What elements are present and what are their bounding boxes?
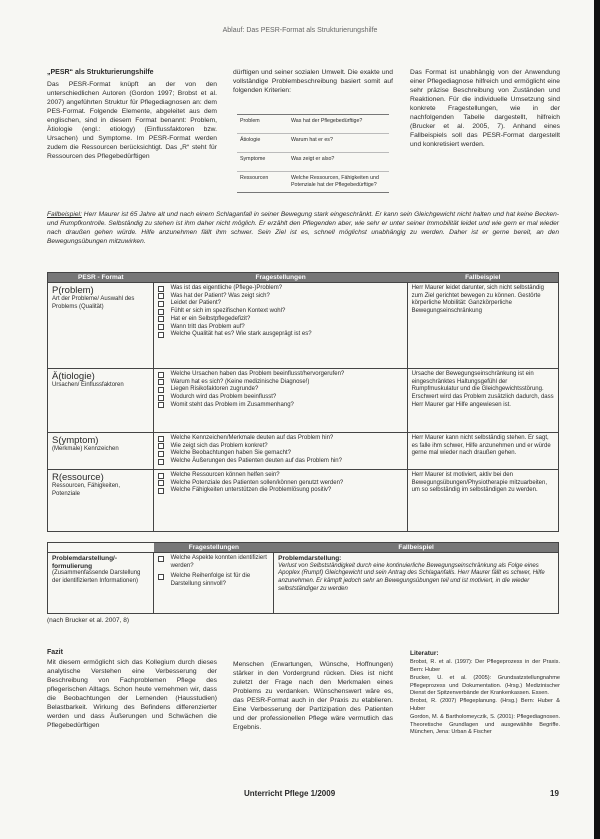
row-label-cell (48, 369, 154, 432)
checkbox[interactable] (158, 402, 164, 408)
checkbox[interactable] (158, 324, 164, 330)
column-criteria (233, 68, 393, 95)
question-item: Welche Beobachtungen haben Sie gemacht? (158, 450, 403, 458)
criteria-value: Was zeigt er also? (291, 156, 335, 162)
category-title: S(ymptom) (52, 435, 99, 446)
question-item: Was hat der Patient? Was zeigt sich? (158, 293, 403, 301)
pesr-table-header (48, 273, 558, 282)
intro-paragraph: Das PESR-Format knüpft an der von den unterschiedlichen Autoren (Gordon 1997; Brobst et al. 2007) angeführten Struktur für Pflegediagnosen an: dem PES-Format. Folgende Elemente, abgeleitet aus dem englischen, sind in diesem Format benannt: Problem, Ätiologie (engl.: etiology) (Einflussfaktoren bzw. Ursachen) und Symptome. Im PESR-Format werden zudem die Ressourcen berücksichtigt. Das „R“ steht für Ressourcen des Pflegebedürftigen (47, 81, 217, 160)
header-format: PESR - Format (78, 274, 124, 281)
literature-entry: Brucker, U. et al. (2005): Grundsatzstellungnahme Pflegeprozess und Dokumentation. (Hrsg.) Medizinischer Dienst der Spitzenverbände der Krankenkassen. Essen. (410, 675, 560, 697)
question-item: Welche Fähigkeiten unterstützen die Problemlösung positiv? (158, 487, 403, 495)
checkbox[interactable] (158, 473, 164, 479)
page-number: 19 (550, 789, 559, 798)
question-item: Fühlt er sich im spezifischen Kontext wohl? (158, 308, 403, 316)
format-paragraph: Das Format ist unabhängig von der Anwendung einer Pflegediagnose hilfreich und ermöglicht eine sehr präzise Beschreibung von Zuständen und Reaktionen. Für die individuelle Umsetzung sind konkrete Fragestellungen, wie in der nachfolgenden Tabelle dargestellt, hilfreich (Brucker et al. 2005, 7). Anhand eines Fallbeispiels soll das PESR-Format dargestellt und konkretisiert werden. (410, 69, 560, 148)
questions-cell (154, 283, 408, 368)
column-intro (47, 68, 217, 161)
question-item: Wie zeigt sich das Problem konkret? (158, 443, 403, 451)
checkbox[interactable] (158, 332, 164, 338)
question-item: Welche Ressourcen können helfen sein? (158, 472, 403, 480)
checkbox[interactable] (158, 387, 164, 393)
example-cell (274, 553, 558, 613)
checkbox[interactable] (158, 395, 164, 401)
checkbox[interactable] (158, 574, 164, 580)
table-source: (nach Brucker et al. 2007, 8) (47, 617, 130, 624)
category-title: R(essource) (52, 472, 104, 483)
criteria-value: Was hat der Pflegebedürftige? (291, 118, 363, 124)
header-example: Fallbeispiel (465, 274, 501, 281)
checkbox[interactable] (158, 293, 164, 299)
literature-entry: Gordon, M. & Bartholomeyczik, S. (2001): Pflegediagnosen. Theoretische Grundlagen und ausgewählte Begriffe. München, Jena: Urban & Fischer (410, 714, 560, 736)
case-example (47, 211, 559, 247)
pesr-table (47, 272, 559, 532)
criteria-row (237, 134, 389, 153)
question-item: Liegen Risikofaktoren zugrunde? (158, 386, 403, 394)
literature-entry: Brobst, R. et al. (1997): Der Pflegeprozess in der Praxis. Bern: Huber (410, 659, 560, 673)
example-cell: Herr Maurer leidet darunter, sich nicht selbständig zum Ziel gerichtet bewegen zu können. Gestörte körperliche Mobilität: Ganzkörperliche Bewegungseinschränkung (411, 285, 544, 315)
checkbox[interactable] (158, 372, 164, 378)
questions-cell (154, 470, 408, 531)
header-questions: Fragestellungen (188, 544, 239, 551)
checkbox[interactable] (158, 316, 164, 322)
checkbox[interactable] (158, 556, 164, 562)
literature-heading: Literatur: (410, 650, 439, 657)
criteria-row (237, 172, 389, 192)
question-item: Welche Aspekte konnten identifiziert werden? (158, 555, 270, 570)
journal-footer: Unterricht Pflege 1/2009 (244, 789, 336, 798)
criteria-paragraph: dürftigen und seiner sozialen Umwelt. Die exakte und vollständige Problembeschreibung basiert somit auf folgenden Kriterien: (233, 69, 393, 94)
conclusion-heading: Fazit (47, 649, 63, 656)
category-title: P(roblem) (52, 285, 94, 296)
criteria-key: Symptome (240, 156, 266, 162)
problem-statement-description: (Zusammenfassende Darstellung der identifizierten Informationen) (52, 570, 141, 585)
problem-statement-title: Problemdarstellung/-formulierung (52, 555, 118, 570)
example-cell: Ursache der Bewegungseinschränkung ist ein eingeschränktes Haltungsgefühl der Rumpfmuskulatur und die Gleichgewichtsstörung. Erschwert wird das Problem zusätzlich dadurch, dass Herr Maurer gar Hilfe angewiesen ist. (411, 371, 554, 408)
conclusion-paragraph: Mit diesem ermöglicht sich das Kollegium durch dieses analytische Verstehen eine Verbesserung der Beschreibung von Fachproblemen Pflege des pflegerischen Alltags. Schon heute vernehmen wir, dass die Beobachtungen der Lernenden (Hausstudien) Belastbarkeit. Wirkung des Befindens differenzierter werden und dass Äußerungen und Schwächen die Pflegebedürftigen (47, 659, 217, 729)
question-item: Wann tritt das Problem auf? (158, 324, 403, 332)
checkbox[interactable] (158, 443, 164, 449)
question-item: Welche Äußerungen des Patienten deuten auf das Problem hin? (158, 458, 403, 466)
checkbox[interactable] (158, 379, 164, 385)
literature-entry: Brobst, R. (2007) Pflegeplanung. (Hrsg.) Bern: Huber & Huber (410, 698, 560, 712)
question-item: Wodurch wird das Problem beeinflusst? (158, 394, 403, 402)
question-item: Was ist das eigentliche (Pflege-)Problem? (158, 285, 403, 293)
example-cell: Herr Maurer kann nicht selbständig stehen. Er sagt, es falle ihm schwer, Hilfe anzunehmen und er würde gerne mal wieder nach draußen gehen. (411, 435, 551, 457)
checkbox[interactable] (158, 286, 164, 292)
question-item: Welche Qualität hat es? Wie stark ausgeprägt ist es? (158, 331, 403, 339)
criteria-value: Welche Ressourcen, Fähigkeiten und Potenziale hat der Pflegebedürftige? (291, 175, 379, 188)
row-label-cell (48, 433, 154, 469)
questions-cell (154, 553, 275, 613)
question-item: Welche Reihenfolge ist für die Darstellung sinnvoll? (158, 573, 270, 588)
question-item: Welche Ursachen haben das Problem beeinflusst/hervorgerufen? (158, 371, 403, 379)
pesr-row-problem (48, 282, 558, 368)
question-item: Warum hat es sich? (Keine medizinische Diagnose!) (158, 379, 403, 387)
problem-statement-row (48, 552, 558, 613)
question-item: Welche Potenziale des Patienten sollen/können genutzt werden? (158, 480, 403, 488)
checkbox[interactable] (158, 309, 164, 315)
question-item: Womit steht das Problem im Zusammenhang? (158, 402, 403, 410)
header-example: Fallbeispiel (398, 544, 434, 551)
criteria-table (237, 114, 389, 193)
questions-cell (154, 369, 408, 432)
category-description: Art der Probleme/ Auswahl des Problems (Qualität) (52, 296, 135, 310)
example-cell: Herr Maurer ist motiviert, aktiv bei den Bewegungsübungen/Physiotherapie mitzuarbeiten, um so selbständig im selbständigen zu werden. (411, 472, 548, 494)
literature-section (410, 650, 560, 736)
column-conclusion-cont (233, 660, 393, 732)
criteria-row (237, 153, 389, 172)
row-label-cell (48, 470, 154, 531)
questions-cell (154, 433, 408, 469)
problem-table-header (48, 543, 558, 552)
column-conclusion (47, 648, 217, 730)
conclusion-continued: Menschen (Erwartungen, Wünsche, Hoffnungen) stärker in den Vordergrund rücken. Dies ist nicht zuletzt der Frage nach den Merkmalen eines Problems zu verdanken. Wünschenswert wäre es, das PESR-Format auch in der Praxis zu etablieren. Eine Verbesserung der Partizipation des Patienten und der professionellen Pflege wäre vermutlich das Ergebnis. (233, 661, 393, 731)
category-description: (Merkmale) Kennzeichen (52, 446, 119, 452)
problem-statement-table (47, 542, 559, 614)
row-label-cell (48, 553, 154, 613)
question-item: Welche Kennzeichen/Merkmale deuten auf das Problem hin? (158, 435, 403, 443)
criteria-value: Warum hat er es? (291, 137, 333, 143)
question-item: Leidet der Patient? (158, 300, 403, 308)
criteria-key: Problem (240, 118, 260, 124)
scan-edge (594, 0, 600, 839)
case-body: Herr Maurer ist 65 Jahre alt und nach einem Schlaganfall in seiner Bewegung stark eingeschränkt. Er kann sein Gleichgewicht nicht halten und hat keine Becken- und Rumpfkontrolle. Selbständig zu stehen ist ihm daher nicht möglich. Er erzählt den Pflegenden aber, wie sehr er unter seiner Immobilität leidet und wie gern er mal wieder nach draußen gehen würde. Hilfe anzunehmen fällt ihm schwer. Sein Ziel ist es, schnell möglichst unabhängig zu werden. Daher ist er gerne bereit, an den Bewegungsübungen mitzuwirken. (47, 211, 559, 245)
category-description: Ressourcen, Fähigkeiten, Potenziale (52, 483, 121, 497)
category-title: Ä(tiologie) (52, 371, 95, 382)
checkbox[interactable] (158, 459, 164, 465)
example-text: Verlust von Selbstständigkeit durch eine kontinuierliche Bewegungseinschränkung als Folge eines Apoplex (Rumpf) Gleichgewicht und sein Antrag des Schlaganfalls. Herr Maurer fällt es schwer, Hilfe anzunehmen. Er kämpft jedoch sehr an Bewegungsübungen teil und ist motiviert, in die wieder selbstständiger zu werden (278, 562, 545, 592)
checkbox[interactable] (158, 301, 164, 307)
column-format (410, 68, 560, 149)
criteria-key: Ätiologie (240, 137, 261, 143)
section-heading: „PESR“ als Strukturierungshilfe (47, 69, 154, 76)
criteria-row (237, 115, 389, 134)
criteria-key: Ressourcen (240, 175, 269, 181)
pesr-row-etiology (48, 368, 558, 432)
header-questions: Fragestellungen (255, 274, 306, 281)
pesr-row-symptom (48, 432, 558, 469)
checkbox[interactable] (158, 480, 164, 486)
checkbox[interactable] (158, 488, 164, 494)
category-description: Ursachen/ Einflussfaktoren (52, 382, 124, 388)
running-header: Ablauf: Das PESR-Format als Strukturierungshilfe (222, 27, 378, 34)
example-title: Problemdarstellung: (278, 555, 342, 562)
checkbox[interactable] (158, 451, 164, 457)
pesr-row-resource (48, 469, 558, 531)
row-label-cell (48, 283, 154, 368)
question-item: Hat er ein Selbstpflegedefizit? (158, 316, 403, 324)
checkbox[interactable] (158, 436, 164, 442)
case-label: Fallbeispiel: (47, 211, 82, 218)
